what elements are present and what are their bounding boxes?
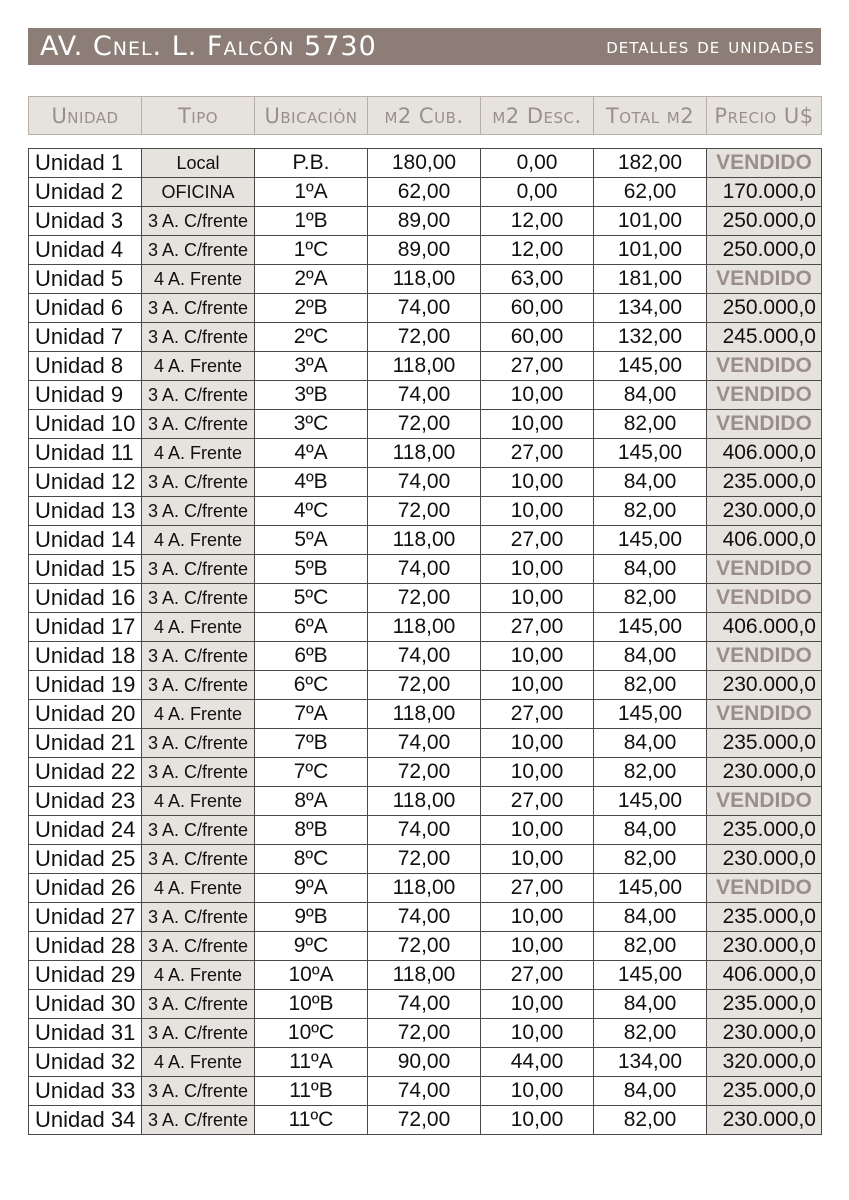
covered-m2-cell: 74,00 bbox=[368, 903, 481, 932]
total-m2-cell: 84,00 bbox=[594, 555, 707, 584]
table-row bbox=[29, 178, 822, 207]
location-cell: 10ºA bbox=[255, 961, 368, 990]
total-m2-cell: 182,00 bbox=[594, 149, 707, 178]
covered-m2-cell: 74,00 bbox=[368, 642, 481, 671]
type-cell: 3 A. C/frente bbox=[142, 729, 255, 758]
covered-m2-cell: 72,00 bbox=[368, 671, 481, 700]
covered-m2-cell: 89,00 bbox=[368, 207, 481, 236]
type-cell: 4 A. Frente bbox=[142, 265, 255, 294]
units-table-body bbox=[29, 149, 822, 1135]
table-row bbox=[29, 816, 822, 845]
price-cell: 230.000,0 bbox=[707, 497, 822, 526]
column-header-unidad: Unidad bbox=[29, 97, 142, 135]
table-row bbox=[29, 149, 822, 178]
location-cell: 5ºA bbox=[255, 526, 368, 555]
price-cell: 235.000,0 bbox=[707, 468, 822, 497]
table-row bbox=[29, 990, 822, 1019]
uncovered-m2-cell: 10,00 bbox=[481, 584, 594, 613]
type-cell: 3 A. C/frente bbox=[142, 207, 255, 236]
covered-m2-cell: 118,00 bbox=[368, 700, 481, 729]
total-m2-cell: 145,00 bbox=[594, 874, 707, 903]
table-row bbox=[29, 410, 822, 439]
uncovered-m2-cell: 10,00 bbox=[481, 816, 594, 845]
location-cell: 2ºA bbox=[255, 265, 368, 294]
unit-cell: Unidad 6 bbox=[29, 294, 142, 323]
price-cell: 230.000,0 bbox=[707, 758, 822, 787]
location-cell: 6ºB bbox=[255, 642, 368, 671]
price-cell: 230.000,0 bbox=[707, 671, 822, 700]
total-m2-cell: 84,00 bbox=[594, 468, 707, 497]
price-cell: VENDIDO bbox=[707, 584, 822, 613]
type-cell: 4 A. Frente bbox=[142, 613, 255, 642]
uncovered-m2-cell: 10,00 bbox=[481, 845, 594, 874]
unit-cell: Unidad 10 bbox=[29, 410, 142, 439]
covered-m2-cell: 72,00 bbox=[368, 497, 481, 526]
type-cell: 3 A. C/frente bbox=[142, 584, 255, 613]
units-table bbox=[28, 148, 822, 1135]
location-cell: 7ºB bbox=[255, 729, 368, 758]
table-row bbox=[29, 758, 822, 787]
title-banner bbox=[28, 28, 821, 65]
price-cell: 170.000,0 bbox=[707, 178, 822, 207]
column-header-precio: Precio U$ bbox=[707, 97, 822, 135]
covered-m2-cell: 74,00 bbox=[368, 294, 481, 323]
covered-m2-cell: 118,00 bbox=[368, 613, 481, 642]
price-cell: 235.000,0 bbox=[707, 903, 822, 932]
location-cell: 9ºC bbox=[255, 932, 368, 961]
type-cell: 3 A. C/frente bbox=[142, 323, 255, 352]
total-m2-cell: 84,00 bbox=[594, 1077, 707, 1106]
unit-cell: Unidad 28 bbox=[29, 932, 142, 961]
table-row bbox=[29, 352, 822, 381]
price-cell: 235.000,0 bbox=[707, 816, 822, 845]
total-m2-cell: 134,00 bbox=[594, 1048, 707, 1077]
table-row bbox=[29, 265, 822, 294]
total-m2-cell: 82,00 bbox=[594, 845, 707, 874]
uncovered-m2-cell: 10,00 bbox=[481, 468, 594, 497]
type-cell: 3 A. C/frente bbox=[142, 671, 255, 700]
uncovered-m2-cell: 10,00 bbox=[481, 729, 594, 758]
type-cell: 4 A. Frente bbox=[142, 874, 255, 903]
unit-cell: Unidad 16 bbox=[29, 584, 142, 613]
uncovered-m2-cell: 10,00 bbox=[481, 758, 594, 787]
uncovered-m2-cell: 27,00 bbox=[481, 526, 594, 555]
covered-m2-cell: 118,00 bbox=[368, 787, 481, 816]
price-cell: 250.000,0 bbox=[707, 207, 822, 236]
column-header-m2-desc: m2 Desc. bbox=[481, 97, 594, 135]
unit-cell: Unidad 4 bbox=[29, 236, 142, 265]
total-m2-cell: 145,00 bbox=[594, 439, 707, 468]
unit-cell: Unidad 17 bbox=[29, 613, 142, 642]
unit-cell: Unidad 29 bbox=[29, 961, 142, 990]
location-cell: 4ºA bbox=[255, 439, 368, 468]
type-cell: 3 A. C/frente bbox=[142, 816, 255, 845]
covered-m2-cell: 72,00 bbox=[368, 932, 481, 961]
covered-m2-cell: 118,00 bbox=[368, 352, 481, 381]
total-m2-cell: 82,00 bbox=[594, 1019, 707, 1048]
total-m2-cell: 84,00 bbox=[594, 729, 707, 758]
price-cell: VENDIDO bbox=[707, 642, 822, 671]
covered-m2-cell: 89,00 bbox=[368, 236, 481, 265]
header-row bbox=[29, 97, 822, 135]
page-title: AV. Cnel. L. Falcón 5730 bbox=[40, 31, 377, 62]
price-cell: VENDIDO bbox=[707, 555, 822, 584]
type-cell: 3 A. C/frente bbox=[142, 990, 255, 1019]
price-cell: VENDIDO bbox=[707, 410, 822, 439]
unit-cell: Unidad 13 bbox=[29, 497, 142, 526]
total-m2-cell: 82,00 bbox=[594, 758, 707, 787]
unit-cell: Unidad 23 bbox=[29, 787, 142, 816]
total-m2-cell: 132,00 bbox=[594, 323, 707, 352]
table-row bbox=[29, 642, 822, 671]
price-cell: 406.000,0 bbox=[707, 439, 822, 468]
total-m2-cell: 145,00 bbox=[594, 700, 707, 729]
total-m2-cell: 134,00 bbox=[594, 294, 707, 323]
type-cell: 3 A. C/frente bbox=[142, 497, 255, 526]
type-cell: 3 A. C/frente bbox=[142, 1019, 255, 1048]
price-cell: 406.000,0 bbox=[707, 526, 822, 555]
total-m2-cell: 82,00 bbox=[594, 497, 707, 526]
unit-cell: Unidad 27 bbox=[29, 903, 142, 932]
total-m2-cell: 82,00 bbox=[594, 671, 707, 700]
covered-m2-cell: 118,00 bbox=[368, 526, 481, 555]
price-cell: 406.000,0 bbox=[707, 961, 822, 990]
total-m2-cell: 82,00 bbox=[594, 410, 707, 439]
unit-cell: Unidad 31 bbox=[29, 1019, 142, 1048]
uncovered-m2-cell: 10,00 bbox=[481, 1106, 594, 1135]
location-cell: 1ºC bbox=[255, 236, 368, 265]
price-cell: 230.000,0 bbox=[707, 1019, 822, 1048]
price-cell: 235.000,0 bbox=[707, 1077, 822, 1106]
total-m2-cell: 145,00 bbox=[594, 787, 707, 816]
total-m2-cell: 84,00 bbox=[594, 816, 707, 845]
type-cell: 3 A. C/frente bbox=[142, 1077, 255, 1106]
total-m2-cell: 82,00 bbox=[594, 1106, 707, 1135]
unit-cell: Unidad 18 bbox=[29, 642, 142, 671]
type-cell: 4 A. Frente bbox=[142, 352, 255, 381]
table-row bbox=[29, 1048, 822, 1077]
table-row bbox=[29, 671, 822, 700]
location-cell: P.B. bbox=[255, 149, 368, 178]
type-cell: 3 A. C/frente bbox=[142, 294, 255, 323]
price-cell: 245.000,0 bbox=[707, 323, 822, 352]
covered-m2-cell: 74,00 bbox=[368, 729, 481, 758]
type-cell: 4 A. Frente bbox=[142, 526, 255, 555]
table-row bbox=[29, 845, 822, 874]
column-header-ubicacion: Ubicación bbox=[255, 97, 368, 135]
covered-m2-cell: 72,00 bbox=[368, 323, 481, 352]
total-m2-cell: 84,00 bbox=[594, 990, 707, 1019]
column-header-total-m2: Total m2 bbox=[594, 97, 707, 135]
unit-cell: Unidad 21 bbox=[29, 729, 142, 758]
column-header-m2-cub: m2 Cub. bbox=[368, 97, 481, 135]
table-row bbox=[29, 700, 822, 729]
location-cell: 2ºC bbox=[255, 323, 368, 352]
location-cell: 4ºB bbox=[255, 468, 368, 497]
covered-m2-cell: 118,00 bbox=[368, 439, 481, 468]
uncovered-m2-cell: 10,00 bbox=[481, 932, 594, 961]
location-cell: 2ºB bbox=[255, 294, 368, 323]
uncovered-m2-cell: 60,00 bbox=[481, 323, 594, 352]
table-row bbox=[29, 555, 822, 584]
price-cell: 235.000,0 bbox=[707, 729, 822, 758]
price-cell: 406.000,0 bbox=[707, 613, 822, 642]
unit-cell: Unidad 9 bbox=[29, 381, 142, 410]
location-cell: 6ºA bbox=[255, 613, 368, 642]
uncovered-m2-cell: 27,00 bbox=[481, 874, 594, 903]
type-cell: Local bbox=[142, 149, 255, 178]
type-cell: 3 A. C/frente bbox=[142, 758, 255, 787]
covered-m2-cell: 72,00 bbox=[368, 758, 481, 787]
uncovered-m2-cell: 27,00 bbox=[481, 352, 594, 381]
uncovered-m2-cell: 27,00 bbox=[481, 439, 594, 468]
location-cell: 10ºB bbox=[255, 990, 368, 1019]
covered-m2-cell: 74,00 bbox=[368, 1077, 481, 1106]
table-row bbox=[29, 207, 822, 236]
covered-m2-cell: 90,00 bbox=[368, 1048, 481, 1077]
uncovered-m2-cell: 0,00 bbox=[481, 178, 594, 207]
table-row bbox=[29, 1077, 822, 1106]
covered-m2-cell: 74,00 bbox=[368, 468, 481, 497]
price-cell: VENDIDO bbox=[707, 352, 822, 381]
price-cell: 230.000,0 bbox=[707, 932, 822, 961]
price-cell: 250.000,0 bbox=[707, 236, 822, 265]
price-cell: 230.000,0 bbox=[707, 845, 822, 874]
unit-cell: Unidad 26 bbox=[29, 874, 142, 903]
type-cell: 4 A. Frente bbox=[142, 1048, 255, 1077]
location-cell: 3ºC bbox=[255, 410, 368, 439]
uncovered-m2-cell: 0,00 bbox=[481, 149, 594, 178]
total-m2-cell: 145,00 bbox=[594, 613, 707, 642]
total-m2-cell: 84,00 bbox=[594, 381, 707, 410]
covered-m2-cell: 62,00 bbox=[368, 178, 481, 207]
price-cell: VENDIDO bbox=[707, 700, 822, 729]
unit-cell: Unidad 32 bbox=[29, 1048, 142, 1077]
location-cell: 5ºC bbox=[255, 584, 368, 613]
location-cell: 6ºC bbox=[255, 671, 368, 700]
uncovered-m2-cell: 63,00 bbox=[481, 265, 594, 294]
total-m2-cell: 145,00 bbox=[594, 961, 707, 990]
unit-cell: Unidad 19 bbox=[29, 671, 142, 700]
unit-cell: Unidad 22 bbox=[29, 758, 142, 787]
uncovered-m2-cell: 10,00 bbox=[481, 555, 594, 584]
covered-m2-cell: 118,00 bbox=[368, 265, 481, 294]
total-m2-cell: 101,00 bbox=[594, 236, 707, 265]
total-m2-cell: 84,00 bbox=[594, 903, 707, 932]
unit-cell: Unidad 34 bbox=[29, 1106, 142, 1135]
covered-m2-cell: 72,00 bbox=[368, 845, 481, 874]
type-cell: OFICINA bbox=[142, 178, 255, 207]
table-row bbox=[29, 294, 822, 323]
type-cell: 3 A. C/frente bbox=[142, 410, 255, 439]
uncovered-m2-cell: 10,00 bbox=[481, 671, 594, 700]
unit-cell: Unidad 1 bbox=[29, 149, 142, 178]
uncovered-m2-cell: 44,00 bbox=[481, 1048, 594, 1077]
table-row bbox=[29, 497, 822, 526]
total-m2-cell: 181,00 bbox=[594, 265, 707, 294]
location-cell: 11ºA bbox=[255, 1048, 368, 1077]
uncovered-m2-cell: 60,00 bbox=[481, 294, 594, 323]
table-row bbox=[29, 903, 822, 932]
covered-m2-cell: 180,00 bbox=[368, 149, 481, 178]
covered-m2-cell: 72,00 bbox=[368, 410, 481, 439]
uncovered-m2-cell: 10,00 bbox=[481, 410, 594, 439]
price-cell: 235.000,0 bbox=[707, 990, 822, 1019]
unit-cell: Unidad 11 bbox=[29, 439, 142, 468]
unit-cell: Unidad 33 bbox=[29, 1077, 142, 1106]
unit-cell: Unidad 12 bbox=[29, 468, 142, 497]
uncovered-m2-cell: 27,00 bbox=[481, 700, 594, 729]
total-m2-cell: 82,00 bbox=[594, 932, 707, 961]
uncovered-m2-cell: 10,00 bbox=[481, 1019, 594, 1048]
total-m2-cell: 145,00 bbox=[594, 352, 707, 381]
location-cell: 11ºC bbox=[255, 1106, 368, 1135]
uncovered-m2-cell: 27,00 bbox=[481, 961, 594, 990]
location-cell: 3ºB bbox=[255, 381, 368, 410]
uncovered-m2-cell: 10,00 bbox=[481, 990, 594, 1019]
price-cell: VENDIDO bbox=[707, 381, 822, 410]
type-cell: 3 A. C/frente bbox=[142, 555, 255, 584]
uncovered-m2-cell: 10,00 bbox=[481, 497, 594, 526]
total-m2-cell: 62,00 bbox=[594, 178, 707, 207]
table-row bbox=[29, 468, 822, 497]
location-cell: 9ºB bbox=[255, 903, 368, 932]
location-cell: 1ºA bbox=[255, 178, 368, 207]
covered-m2-cell: 74,00 bbox=[368, 990, 481, 1019]
uncovered-m2-cell: 10,00 bbox=[481, 642, 594, 671]
type-cell: 4 A. Frente bbox=[142, 961, 255, 990]
table-row bbox=[29, 874, 822, 903]
location-cell: 1ºB bbox=[255, 207, 368, 236]
location-cell: 8ºA bbox=[255, 787, 368, 816]
uncovered-m2-cell: 12,00 bbox=[481, 207, 594, 236]
table-row bbox=[29, 787, 822, 816]
location-cell: 8ºB bbox=[255, 816, 368, 845]
type-cell: 4 A. Frente bbox=[142, 439, 255, 468]
covered-m2-cell: 72,00 bbox=[368, 1019, 481, 1048]
location-cell: 7ºA bbox=[255, 700, 368, 729]
type-cell: 3 A. C/frente bbox=[142, 381, 255, 410]
total-m2-cell: 82,00 bbox=[594, 584, 707, 613]
table-row bbox=[29, 729, 822, 758]
covered-m2-cell: 72,00 bbox=[368, 584, 481, 613]
page-subtitle: detalles de unidades bbox=[606, 34, 815, 59]
table-row bbox=[29, 932, 822, 961]
table-row bbox=[29, 323, 822, 352]
covered-m2-cell: 74,00 bbox=[368, 816, 481, 845]
table-row bbox=[29, 1019, 822, 1048]
location-cell: 3ºA bbox=[255, 352, 368, 381]
type-cell: 3 A. C/frente bbox=[142, 468, 255, 497]
type-cell: 3 A. C/frente bbox=[142, 236, 255, 265]
uncovered-m2-cell: 12,00 bbox=[481, 236, 594, 265]
location-cell: 8ºC bbox=[255, 845, 368, 874]
location-cell: 7ºC bbox=[255, 758, 368, 787]
covered-m2-cell: 74,00 bbox=[368, 381, 481, 410]
location-cell: 10ºC bbox=[255, 1019, 368, 1048]
price-cell: 230.000,0 bbox=[707, 1106, 822, 1135]
uncovered-m2-cell: 27,00 bbox=[481, 613, 594, 642]
unit-cell: Unidad 20 bbox=[29, 700, 142, 729]
price-cell: VENDIDO bbox=[707, 787, 822, 816]
type-cell: 4 A. Frente bbox=[142, 700, 255, 729]
table-row bbox=[29, 584, 822, 613]
table-row bbox=[29, 1106, 822, 1135]
unit-cell: Unidad 2 bbox=[29, 178, 142, 207]
price-cell: VENDIDO bbox=[707, 874, 822, 903]
table-row bbox=[29, 439, 822, 468]
price-cell: VENDIDO bbox=[707, 149, 822, 178]
unit-cell: Unidad 15 bbox=[29, 555, 142, 584]
type-cell: 3 A. C/frente bbox=[142, 1106, 255, 1135]
location-cell: 9ºA bbox=[255, 874, 368, 903]
unit-cell: Unidad 25 bbox=[29, 845, 142, 874]
price-cell: 320.000,0 bbox=[707, 1048, 822, 1077]
unit-cell: Unidad 8 bbox=[29, 352, 142, 381]
price-cell: 250.000,0 bbox=[707, 294, 822, 323]
price-cell: VENDIDO bbox=[707, 265, 822, 294]
covered-m2-cell: 72,00 bbox=[368, 1106, 481, 1135]
type-cell: 3 A. C/frente bbox=[142, 903, 255, 932]
type-cell: 3 A. C/frente bbox=[142, 845, 255, 874]
table-row bbox=[29, 961, 822, 990]
uncovered-m2-cell: 10,00 bbox=[481, 381, 594, 410]
type-cell: 3 A. C/frente bbox=[142, 642, 255, 671]
table-header bbox=[28, 96, 822, 135]
covered-m2-cell: 118,00 bbox=[368, 961, 481, 990]
total-m2-cell: 101,00 bbox=[594, 207, 707, 236]
total-m2-cell: 84,00 bbox=[594, 642, 707, 671]
unit-cell: Unidad 30 bbox=[29, 990, 142, 1019]
location-cell: 4ºC bbox=[255, 497, 368, 526]
uncovered-m2-cell: 10,00 bbox=[481, 903, 594, 932]
unit-cell: Unidad 7 bbox=[29, 323, 142, 352]
table-row bbox=[29, 236, 822, 265]
total-m2-cell: 145,00 bbox=[594, 526, 707, 555]
table-row bbox=[29, 613, 822, 642]
unit-cell: Unidad 14 bbox=[29, 526, 142, 555]
table-row bbox=[29, 526, 822, 555]
unit-cell: Unidad 3 bbox=[29, 207, 142, 236]
uncovered-m2-cell: 27,00 bbox=[481, 787, 594, 816]
location-cell: 5ºB bbox=[255, 555, 368, 584]
covered-m2-cell: 118,00 bbox=[368, 874, 481, 903]
table-row bbox=[29, 381, 822, 410]
location-cell: 11ºB bbox=[255, 1077, 368, 1106]
type-cell: 4 A. Frente bbox=[142, 787, 255, 816]
unit-cell: Unidad 24 bbox=[29, 816, 142, 845]
type-cell: 3 A. C/frente bbox=[142, 932, 255, 961]
uncovered-m2-cell: 10,00 bbox=[481, 1077, 594, 1106]
covered-m2-cell: 74,00 bbox=[368, 555, 481, 584]
unit-cell: Unidad 5 bbox=[29, 265, 142, 294]
column-header-tipo: Tipo bbox=[142, 97, 255, 135]
